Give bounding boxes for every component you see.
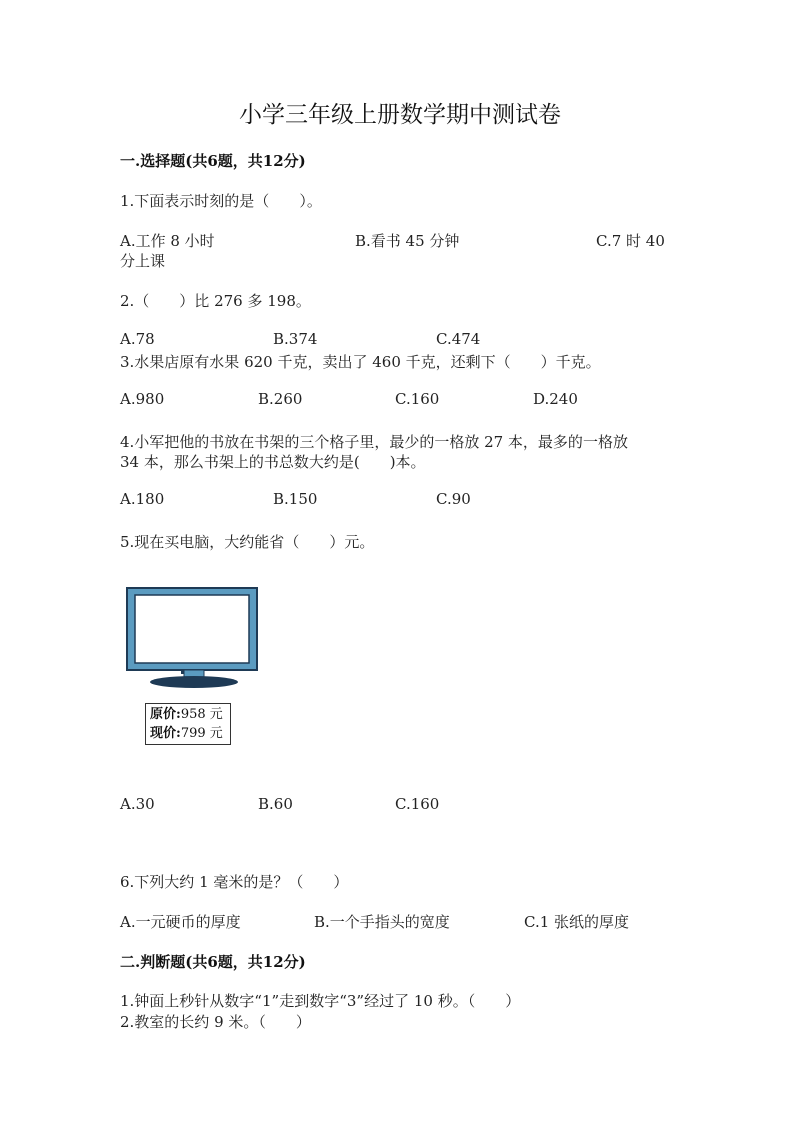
question-4-line-1: 4.小军把他的书放在书架的三个格子里，最少的一格放 27 本，最多的一格放 [120, 433, 628, 451]
option-2b: B.374 [273, 330, 318, 348]
option-6a: A.一元硬币的厚度 [120, 913, 241, 931]
option-5c: C.160 [395, 795, 440, 813]
option-1a: A.工作 8 小时 [120, 232, 215, 250]
question-1: 1.下面表示时刻的是（ ）。 [120, 192, 322, 210]
original-price-row [150, 705, 230, 724]
page-title: 小学三年级上册数学期中测试卷 [239, 102, 561, 128]
option-3d: D.240 [533, 390, 578, 408]
option-4b: B.150 [273, 490, 318, 508]
option-3b: B.260 [258, 390, 303, 408]
judgment-item-2: 2.教室的长约 9 米。（ ） [120, 1013, 311, 1031]
question-4-line-2: 34 本，那么书架上的书总数大约是( )本。 [120, 453, 426, 471]
question-6: 6.下列大约 1 毫米的是？（ ） [120, 873, 349, 891]
computer-monitor-icon [125, 586, 261, 676]
option-6b: B.一个手指头的宽度 [314, 913, 450, 931]
original-price-label: 原价: [150, 707, 181, 722]
section-heading-choice: 一.选择题(共6题，共12分) [120, 152, 306, 170]
price-box [145, 703, 231, 745]
option-3a: A.980 [120, 390, 165, 408]
current-price-label: 现价: [150, 726, 181, 741]
question-5: 5.现在买电脑，大约能省（ ）元。 [120, 533, 375, 551]
option-1c: C.7 时 40 [596, 232, 665, 250]
option-2a: A.78 [120, 330, 155, 348]
option-1b: B.看书 45 分钟 [355, 232, 460, 250]
question-3: 3.水果店原有水果 620 千克，卖出了 460 千克，还剩下（ ）千克。 [120, 353, 601, 371]
current-price-value: 799 元 [180, 726, 223, 741]
option-5a: A.30 [120, 795, 155, 813]
option-5b: B.60 [258, 795, 293, 813]
current-price-row [150, 724, 230, 743]
option-4c: C.90 [436, 490, 471, 508]
question-2: 2.（ ）比 276 多 198。 [120, 292, 311, 310]
option-6c: C.1 张纸的厚度 [524, 913, 630, 931]
option-2c: C.474 [436, 330, 481, 348]
option-1c-continuation: 分上课 [120, 252, 166, 270]
monitor-stand-icon [148, 670, 240, 690]
judgment-item-1: 1.钟面上秒针从数字“1”走到数字“3”经过了 10 秒。（ ） [120, 992, 521, 1010]
option-3c: C.160 [395, 390, 440, 408]
section-heading-judgment: 二.判断题(共6题，共12分) [120, 953, 306, 971]
original-price-value: 958 元 [180, 707, 223, 722]
option-4a: A.180 [120, 490, 165, 508]
